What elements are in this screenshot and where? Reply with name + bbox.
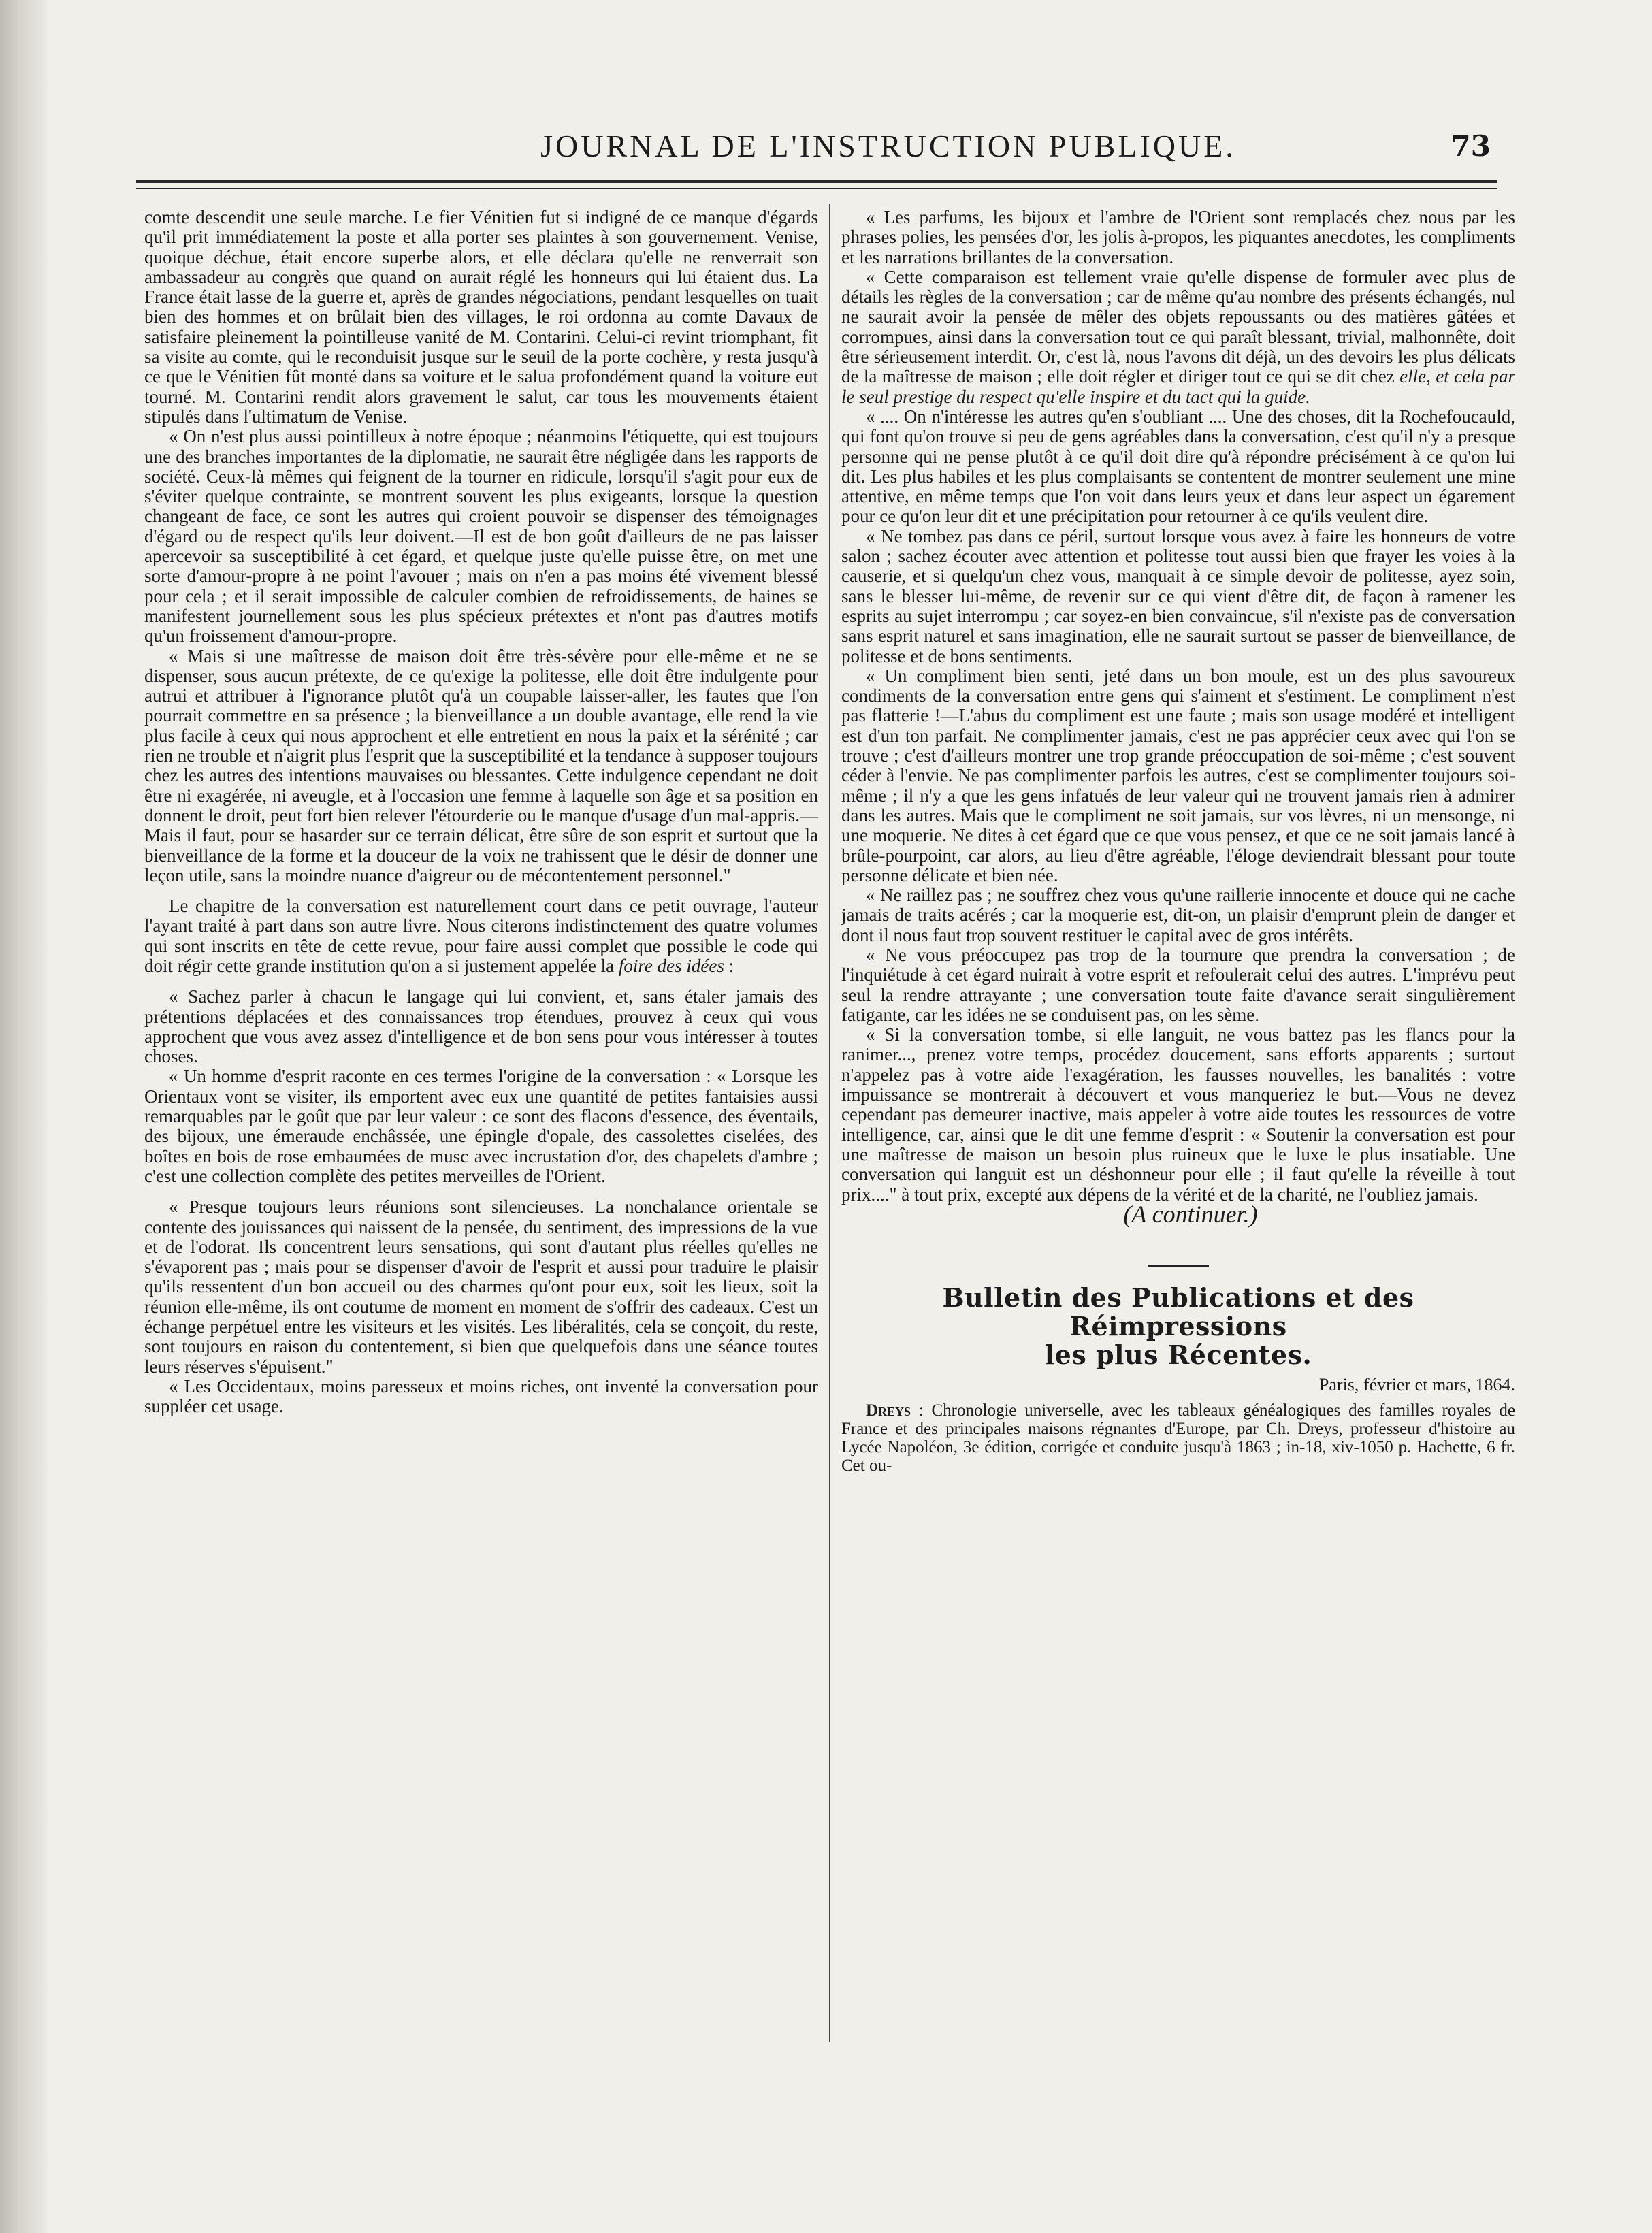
page-header — [153, 128, 1515, 169]
journal-title: JOURNAL DE L'INSTRUCTION PUBLIQUE. — [540, 129, 1236, 163]
left-column — [144, 208, 818, 1417]
italic-phrase: foire des idées — [618, 955, 724, 976]
paragraph: « Les Occidentaux, moins paresseux et moins riches, ont inventé la conversation pour suppléer cet usage. — [144, 1375, 818, 1417]
page-number: 73 — [1451, 129, 1491, 163]
bulletin-title-line2: les plus Récentes. — [1044, 1339, 1312, 1371]
paragraph: « Sachez parler à chacun le langage qui lui convient, et, sans étaler jamais des prétentions déplacées et des connaissances trop étendues, prouvez à ceux qui vous approchent que vous avez assez d'intelligence et de bon sens pour vous intéresser à toutes choses. — [144, 986, 818, 1067]
bulletin-entry — [841, 1401, 1515, 1475]
bulletin-title-line1: Bulletin des Publications et des Réimpressions — [942, 1282, 1414, 1342]
italic-tail: elle, et cela par le seul prestige du respect qu'elle inspire et du tact qui la guide. — [841, 366, 1515, 407]
paragraph: « Ne tombez pas dans ce péril, surtout lorsque vous avez à faire les honneurs de votre salon ; sachez écouter avec attention et politesse tout aussi bien que frayer les voies à la causerie, et si quelqu'un chez vous, manquait à ce simple devoir de politesse, ayez soin, sans le blesser lui-même, de revenir sur ce qui vient d'être dit, de façon à ramener les esprits au sujet interrompu ; car soyez-en bien convaincue, s'il n'existe pas de conversation sans esprit naturel et sans imagination, elle ne saurait surtout se passer de bienveillance, de politesse et de bons sentiments. — [841, 525, 1515, 666]
paragraph: « Presque toujours leurs réunions sont silencieuses. La nonchalance orientale se contente des jouissances qui naissent de la pensée, du sentiment, des impressions de la vue et de l'odorat. Ils concentrent leurs sensations, qui sont d'autant plus réelles qu'elles ne s'évaporent pas ; mais pour se dispenser d'avoir de l'esprit et aussi pour traduire le plaisir qu'ils ressentent d'un bon accueil ou des charmes qu'ont pour eux, soit les lieux, soit la réunion elle-même, ils ont coutume de moment en moment de s'offrir des cadeaux. C'est un échange perpétuel entre les visiteurs et les visités. Les libéralités, cela se conçoit, du reste, sont toujours en raison du contentement, si bien que quelquefois dans une séance toutes leurs réserves s'épuisent." — [144, 1196, 818, 1377]
paragraph: « Un compliment bien senti, jeté dans un bon moule, est un des plus savoureux condiments de la conversation entre gens qui s'aiment et s'estiment. Le compliment n'est pas flatterie !—L'abus du compliment est une faute ; mais son usage modéré et intelligent est d'un ton parfait. Ne complimenter jamais, c'est ne pas apprécier ceux avec qui l'on se trouve ; c'est d'ailleurs montrer une trop grande préoccupation de soi-même ; c'est souvent céder à l'envie. Ne pas complimenter parfois les autres, c'est se complimenter toujours soi-même ; il n'y a que les gens infatués de leur valeur qui ne trouvent jamais rien à admirer dans les autres. Mais que le compliment ne soit jamais, sur vos lèvres, ni un mensonge, ni une moquerie. Ne dites à cet égard que ce que vous pensez, et que ce ne soit jamais lancé à brûle-pourpoint, car alors, au lieu d'être agréable, l'éloge deviendrait blessant pour toute personne délicate et bien née. — [841, 665, 1515, 885]
entry-text: : Chronologie universelle, avec les tableaux généalogiques des familles royales de France et des principales maisons régnantes d'Europe, par Ch. Dreys, professeur d'histoire au Lycée Napoléon, 3e édition, corrigée et conduite jusqu'à 1863 ; in-18, xiv-1050 p. Hachette, 6 fr. Cet ou- — [841, 1401, 1515, 1476]
header-rule-thick — [136, 180, 1497, 183]
bulletin-date: Paris, février et mars, 1864. — [1318, 1375, 1515, 1395]
paragraph: comte descendit une seule marche. Le fier Vénitien fut si indigné de ce manque d'égards qu'il prit immédiatement la poste et alla porter ses plaintes à son gouvernement. Venise, quoique déchue, était encore superbe alors, et elle déclara qu'elle ne renverrait son ambassadeur au congrès que quand on aurait réglé les honneurs qui lui étaient dus. La France était lasse de la guerre et, après de grandes négociations, pendant lesquelles on tuait bien des hommes et on brûlait bien des villages, le roi ordonna au comte Davaux de satisfaire pleinement la pointilleuse vanité de M. Contarini. Celui-ci revint triomphant, fit sa visite au comte, qui le reconduisit jusque sur le seuil de la porte cochère, y resta jusqu'à ce que le Vénitien fût monté dans sa voiture et le salua profondément quand la voiture eut tourné. M. Contarini rendit alors gravement le salut, car tous les mouvements étaient stipulés dans l'ultimatum de Venise. — [144, 207, 818, 427]
paragraph: « Mais si une maîtresse de maison doit être très-sévère pour elle-même et ne se dispenser, sous aucun prétexte, de ce qu'exige la politesse, elle doit être indulgente pour autrui et attribuer à l'ignorance plutôt qu'à un coupable laisser-aller, les fautes que l'on pourrait commettre en sa présence ; la bienveillance a un double avantage, elle rend la vie plus facile à ceux qui nous approchent et elle entretient en nous la paix et la sérénité ; car rien ne trouble et n'aigrit plus l'esprit que la susceptibilité et la tendance à supposer toujours chez les autres des intentions mauvaises ou blessantes. Cette indulgence cependant ne doit être ni exagérée, ni aveugle, et à l'occasion une femme à laquelle son âge et sa position en donnent le droit, peut fort bien relever l'étourderie ou le manque d'usage d'un mal-appris.—Mais il faut, pour se hasarder sur ce terrain délicat, être sûre de son esprit et surtout que la bienveillance de la forme et la douceur de la voix ne trahissent que le désir de donner une leçon utile, sans la moindre nuance d'aigreur ou de mécontentement personnel." — [144, 645, 818, 885]
continuation-note: (A continuer.) — [1123, 1200, 1258, 1228]
paragraph: « Ne vous préoccupez pas trop de la tournure que prendra la conversation ; de l'inquiétude à cet égard nuirait à votre esprit et refoulerait celui des autres. L'imprévu peut seul la rendre attrayante ; une conversation toute faite d'avance serait singulièrement fatigante, car les idées ne se conduisent pas, on les sème. — [841, 944, 1515, 1025]
paragraph: « Les parfums, les bijoux et l'ambre de l'Orient sont remplacés chez nous par les phrases polies, les pensées d'or, les jolis à-propos, les piquantes anecdotes, les compliments et les narrations brillantes de la conversation. — [841, 207, 1515, 267]
paragraph: « .... On n'intéresse les autres qu'en s'oubliant .... Une des choses, dit la Rochefoucauld, qui font qu'on trouve si peu de gens agréables dans la conversation, c'est qu'il n'y a presque personne qui ne pense plutôt à ce qu'il doit dire qu'à répondre précisément à ce qu'on lui dit. Les plus habiles et les plus complaisants se contentent de montrer seulement une mine attentive, en même temps que l'on voit dans leurs yeux et dans leur aspect un égarement pour ce qu'on leur dit et une précipitation pour retourner à ce qu'ils veulent dire. — [841, 406, 1515, 527]
right-column — [841, 208, 1515, 1475]
paragraph-text: Le chapitre de la conversation est naturellement court dans ce petit ouvrage, l'auteur l'ayant traité à part dans son autre livre. Nous citerons indistinctement des quatre volumes qui sont inscrits en tête de cette revue, pour faire aussi complet que possible le code qui doit régir cette grande institution qu'on a si justement appelée la — [144, 896, 818, 976]
paragraph: « Un homme d'esprit raconte en ces termes l'origine de la conversation : « Lorsque les Orientaux vont se visiter, ils emportent avec eux une quantité de petites fantaisies aussi remarquables par le goût que par leur valeur : ce sont des flacons d'essence, des éventails, des bijoux, une émeraude enchâssée, une épingle d'opale, des cassolettes ciselées, des boîtes en bois de rose embaumées de musc avec incrustation d'or, des chapelets d'ambre ; c'est une collection complète des petites merveilles de l'Orient. — [144, 1066, 818, 1186]
binding-gutter — [0, 0, 48, 2233]
bulletin-title — [841, 1284, 1515, 1369]
paragraph-with-italic — [841, 267, 1515, 407]
paragraph-with-italic: Le chapitre de la conversation est naturellement court dans ce petit ouvrage, l'auteur l'ayant traité à part dans son autre livre. Nous citerons indistinctement des quatre volumes qui sont inscrits en tête de cette revue, pour faire aussi complet que possible le code qui doit régir cette grande institution qu'on a si justement appelée la foire des idées : — [144, 896, 818, 976]
section-rule — [1148, 1265, 1209, 1267]
paragraph: « On n'est plus aussi pointilleux à notre époque ; néanmoins l'étiquette, qui est toujours une des branches importantes de la diplomatie, ne saurait être négligée dans les rapports de société. Ceux-là mêmes qui feignent de la tourner en ridicule, lorsqu'il s'agit pour eux de s'éviter quelque contrainte, se montrent souvent les plus exigeants, lorsque la question changeant de face, ce sont les autres qui croient pouvoir se dispenser des témoignages d'égard ou de respect qu'ils leur doivent.—Il est de bon goût d'ailleurs de ne pas laisser apercevoir sa susceptibilité à cet égard, et quelque juste qu'elle puisse être, on met une sorte d'amour-propre à ne point l'avouer ; mais on n'en a pas moins été vivement blessé pour cela ; et il serait impossible de calculer combien de refroidissements, de haines se manifestent journellement sous les plus spécieux prétextes et n'ont pas d'autres motifs qu'un froissement d'amour-propre. — [144, 426, 818, 647]
entry-author: Dreys — [866, 1401, 911, 1420]
header-rule-thin — [136, 188, 1497, 189]
paragraph: « Si la conversation tombe, si elle languit, ne vous battez pas les flancs pour la ranimer..., prenez votre temps, procédez doucement, sans efforts apparents ; surtout n'appelez pas à votre aide l'exagération, les fausses nouvelles, les banalités : votre impuissance se montrerait à découvert et vous manqueriez le but.—Vous ne devez cependant pas demeurer inactive, mais appeler à votre aide toutes les ressources de votre intelligence, car, ainsi que le dit une femme d'esprit : « Soutenir la conversation est pour une maîtresse de maison un besoin plus ruineux que le luxe le plus insatiable. Une conversation qui languit est un déshonneur pour elle ; il faut qu'elle la réveille à tout prix...." à tout prix, excepté aux dépens de la vérité et de la charité, ne l'oubliez jamais. — [841, 1024, 1515, 1205]
paragraph: « Ne raillez pas ; ne souffrez chez vous qu'une raillerie innocente et douce qui ne cache jamais de traits acérés ; car la moquerie est, dit-on, un plaisir d'emprunt plein de danger et dont il nous faut trop souvent restituer le capital avec de gros intérêts. — [841, 885, 1515, 945]
column-divider — [829, 204, 830, 2042]
paragraph-text: « Cette comparaison est tellement vraie qu'elle dispense de formuler avec plus de détails les règles de la conversation ; car de même qu'au nombre des présents échangés, nul ne saurait avoir la pensée de mêler des objets repoussants ou des matières gâtées et corrompues, ainsi dans la conversation tout ce qui paraît blessant, trivial, malhonnête, doit être sérieusement interdit. Or, c'est là, nous l'avons dit déjà, un des devoirs les plus délicats de la maîtresse de maison ; elle doit régler et diriger tout ce qui se dit chez — [841, 266, 1515, 387]
